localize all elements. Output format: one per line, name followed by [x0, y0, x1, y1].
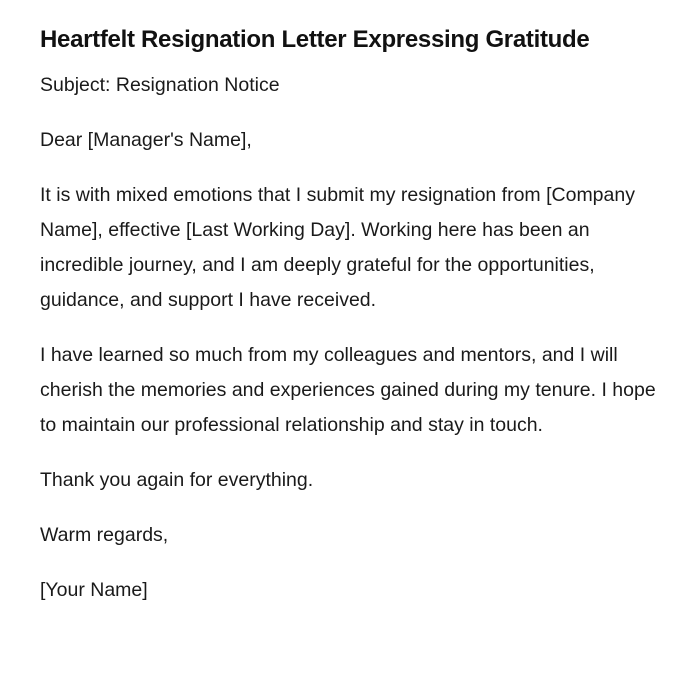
subject-line: Subject: Resignation Notice	[40, 74, 280, 96]
closing: Warm regards,	[40, 524, 169, 546]
signature-name: [Your Name]	[40, 579, 148, 601]
salutation: Dear [Manager's Name],	[40, 129, 252, 151]
body-paragraph-2: I have learned so much from my colleagues and mentors, and I will cherish the memories and experiences gained during my tenure. I hope to maintain our professional relationship and stay in touch.	[40, 344, 656, 436]
thanks-line: Thank you again for everything.	[40, 469, 314, 491]
letter-title: Heartfelt Resignation Letter Expressing Gratitude	[40, 26, 590, 53]
body-paragraph-1: It is with mixed emotions that I submit my resignation from [Company Name], effective [Last Working Day]. Working here has been an incredible journey, and I am deeply grateful for the opportunities, guidance, and support I have received.	[40, 184, 635, 311]
